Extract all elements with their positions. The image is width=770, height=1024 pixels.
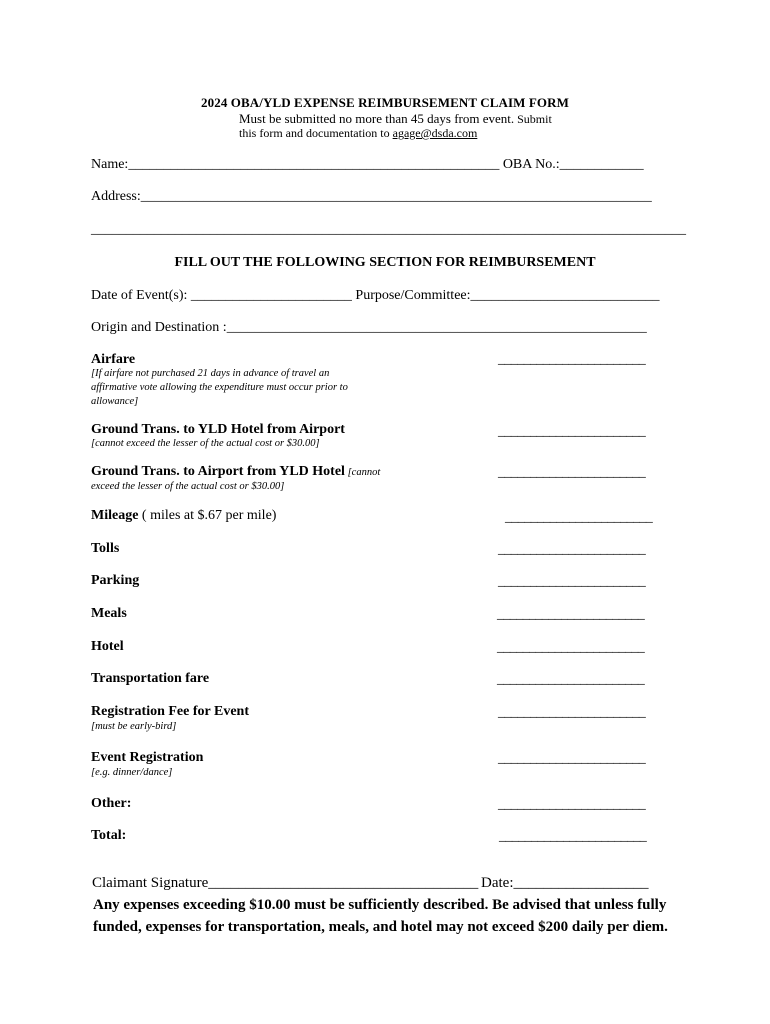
ground-to-hotel-note: [cannot exceed the lesser of the actual cost or $30.00] — [91, 438, 320, 449]
address-field[interactable]: Address:_________________________________________________________________________ — [91, 189, 652, 204]
other-amount-field[interactable]: _______________________ — [498, 797, 646, 812]
total-label: Total: — [91, 828, 127, 843]
ground-to-airport-amount-field[interactable]: _______________________ — [498, 465, 646, 480]
airfare-label: Airfare — [91, 352, 136, 367]
signature-date-field[interactable]: Date:__________________ — [481, 875, 649, 891]
parking-label: Parking — [91, 573, 140, 588]
parking-amount-field[interactable]: _______________________ — [498, 574, 646, 589]
airfare-note-1: [If airfare not purchased 21 days in advance of travel an — [91, 368, 330, 379]
event-registration-label: Event Registration — [91, 750, 204, 765]
airfare-amount-field[interactable]: _______________________ — [498, 352, 646, 367]
mileage-amount-field[interactable]: _______________________ — [505, 510, 653, 525]
ground-to-airport-label — [91, 464, 380, 480]
ground-to-hotel-amount-field[interactable]: _______________________ — [498, 424, 646, 439]
claimant-signature-field[interactable]: Claimant Signature____________________________________ — [92, 875, 479, 891]
documentation-instruction — [239, 126, 477, 141]
hotel-label: Hotel — [91, 639, 124, 654]
event-registration-amount-field[interactable]: _______________________ — [498, 751, 646, 766]
ground-to-airport-note: exceed the lesser of the actual cost or $30.00] — [91, 481, 285, 492]
name-oba-field[interactable]: Name:_____________________________________________________ OBA No.:____________ — [91, 157, 644, 172]
meals-label: Meals — [91, 606, 127, 621]
address-line2-field[interactable]: _____________________________________________________________________________________ — [91, 222, 686, 237]
mileage-label — [91, 508, 276, 524]
email-link[interactable]: agage@dsda.com — [392, 126, 478, 140]
submission-deadline — [239, 111, 552, 127]
total-amount-field[interactable]: _______________________ — [499, 829, 647, 844]
deadline-submit-text: Submit — [514, 112, 552, 126]
ground-to-airport-label-text: Ground Trans. to Airport from YLD Hotel — [91, 464, 345, 479]
ground-to-hotel-label: Ground Trans. to YLD Hotel from Airport — [91, 422, 345, 437]
date-purpose-field[interactable]: Date of Event(s): _______________________ Purpose/Committee:___________________________ — [91, 288, 660, 303]
registration-fee-label: Registration Fee for Event — [91, 704, 249, 719]
event-registration-note: [e.g. dinner/dance] — [91, 767, 173, 778]
documentation-prefix: this form and documentation to — [239, 126, 393, 140]
ground-to-airport-note-inline: [cannot — [344, 467, 381, 478]
registration-fee-amount-field[interactable]: _______________________ — [498, 705, 646, 720]
transportation-fare-label: Transportation fare — [91, 671, 210, 686]
tolls-amount-field[interactable]: _______________________ — [498, 542, 646, 557]
hotel-amount-field[interactable]: _______________________ — [497, 640, 645, 655]
mileage-label-text: Mileage — [91, 508, 139, 523]
registration-fee-note: [must be early-bird] — [91, 721, 177, 732]
transportation-fare-amount-field[interactable]: _______________________ — [497, 672, 645, 687]
per-diem-warning: Any expenses exceeding $10.00 must be sufficiently described. Be advised that unless fully funded, expenses for transportation, meals, and hotel may not exceed $200 daily per diem. — [93, 897, 668, 935]
meals-amount-field[interactable]: _______________________ — [497, 607, 645, 622]
form-title: 2024 OBA/YLD EXPENSE REIMBURSEMENT CLAIM FORM — [201, 95, 569, 110]
origin-destination-field[interactable]: Origin and Destination :____________________________________________________________ — [91, 320, 647, 335]
mileage-detail: ( miles at $.67 per mile) — [138, 508, 277, 523]
deadline-text: Must be submitted no more than 45 days from event. — [239, 111, 515, 126]
section-heading: FILL OUT THE FOLLOWING SECTION FOR REIMBURSEMENT — [174, 255, 596, 270]
tolls-label: Tolls — [91, 541, 120, 556]
other-label: Other: — [91, 796, 132, 811]
airfare-note-3: allowance] — [91, 396, 139, 407]
airfare-note-2: affirmative vote allowing the expenditure must occur prior to — [91, 382, 348, 393]
